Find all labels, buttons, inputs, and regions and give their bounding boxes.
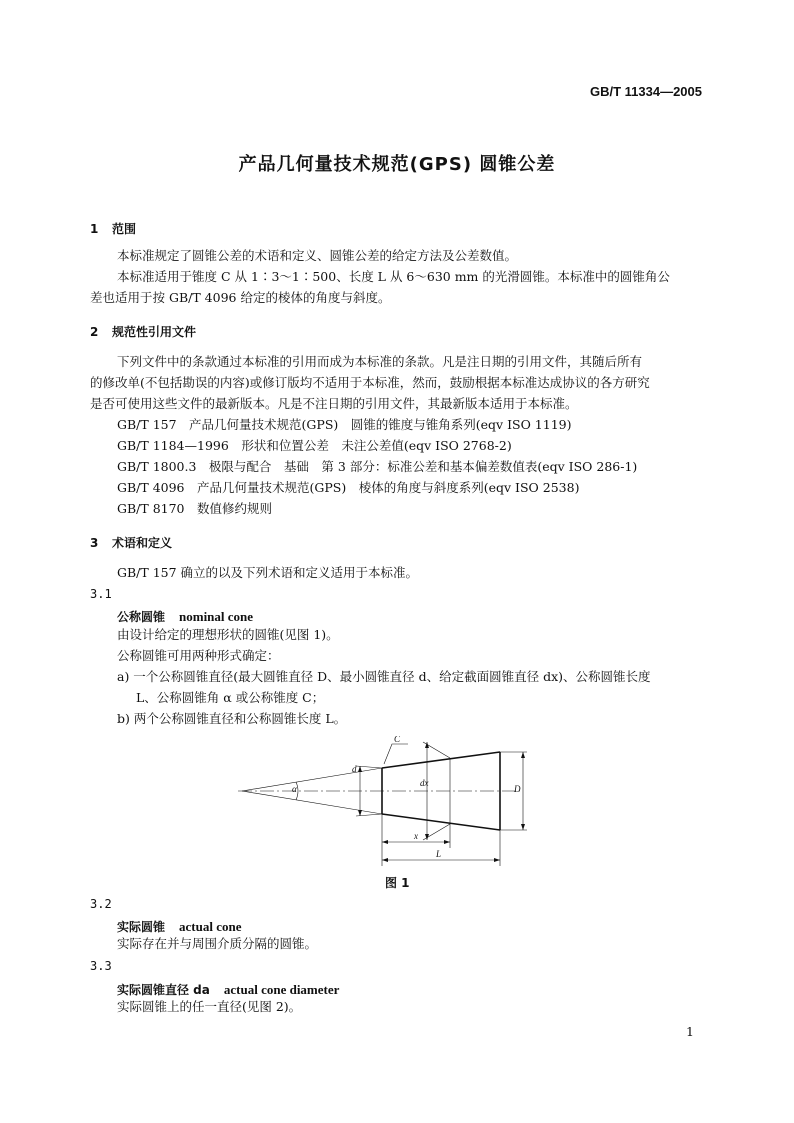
section-title: 术语和定义 <box>112 536 173 550</box>
cone-bottom-edge <box>382 814 500 830</box>
paragraph: 差也适用于按 GB/T 4096 给定的棱体的角度与斜度。 <box>90 290 391 305</box>
definition: 实际圆锥上的任一直径(见图 2)。 <box>117 999 302 1014</box>
section-title: 规范性引用文件 <box>112 325 197 339</box>
clause-number: 3.3 <box>90 959 112 973</box>
section-title: 范围 <box>112 222 137 236</box>
paragraph: GB/T 157 确立的以及下列术语和定义适用于本标准。 <box>117 565 419 580</box>
paragraph: 是否可使用这些文件的最新版本。凡是不注日期的引用文件，其最新版本适用于本标准。 <box>90 396 578 411</box>
section-number: 3 <box>90 536 99 550</box>
section-1-heading <box>90 220 136 237</box>
taper-leader <box>384 744 408 764</box>
section-2-heading <box>90 323 196 340</box>
label-d: d <box>352 764 357 774</box>
paragraph: 本标准适用于锥度 C 从 1∶3～1∶500、长度 L 从 6～630 mm 的光滑圆锥。本标准中的圆锥角公 <box>117 269 670 284</box>
reference-item: GB/T 8170 数值修约规则 <box>117 501 273 516</box>
reference-item: GB/T 157 产品几何量技术规范(GPS) 圆锥的锥度与锥角系列(eqv ISO 1119) <box>117 417 572 432</box>
list-item-b: b) 两个公称圆锥直径和公称圆锥长度 L。 <box>117 711 347 726</box>
figure-1-cone-diagram <box>220 736 550 870</box>
reference-item: GB/T 4096 产品几何量技术规范(GPS) 棱体的角度与斜度系列(eqv ISO 2538) <box>117 480 580 495</box>
definition: 实际存在并与周围介质分隔的圆锥。 <box>117 936 318 951</box>
term-en: actual cone <box>179 919 242 934</box>
label-alpha: α <box>292 784 297 794</box>
figure-1-caption: 图 1 <box>385 876 410 890</box>
page-number: 1 <box>686 1024 694 1039</box>
term-en: actual cone diameter <box>223 982 340 997</box>
term-zh: 公称圆锥 <box>117 610 166 624</box>
paragraph: 下列文件中的条款通过本标准的引用而成为本标准的条款。凡是注日期的引用文件，其随后所有 <box>117 354 643 369</box>
term-heading <box>117 606 253 625</box>
label-x: x <box>414 831 418 841</box>
term-zh: 实际圆锥 <box>117 920 166 934</box>
label-C: C <box>394 736 401 744</box>
section-number: 1 <box>90 222 99 236</box>
definition: 由设计给定的理想形状的圆锥(见图 1)。 <box>117 627 339 642</box>
term-zh: 实际圆锥直径 da <box>117 983 210 997</box>
standard-code: GB/T 11334—2005 <box>589 84 702 99</box>
page-title: 产品几何量技术规范(GPS) 圆锥公差 <box>238 154 556 175</box>
clause-number: 3.1 <box>90 587 112 601</box>
term-heading <box>117 979 339 998</box>
label-dx: dx <box>420 778 429 788</box>
section-number: 2 <box>90 325 99 339</box>
term-heading <box>117 916 241 935</box>
label-D: D <box>514 784 521 794</box>
paragraph: 本标准规定了圆锥公差的术语和定义、圆锥公差的给定方法及公差数值。 <box>117 248 518 263</box>
label-L: L <box>436 849 442 859</box>
paragraph: 公称圆锥可用两种形式确定： <box>117 648 280 663</box>
term-en: nominal cone <box>179 609 254 624</box>
list-item-a-cont: L、公称圆锥角 α 或公称锥度 C； <box>136 690 325 705</box>
paragraph: 的修改单(不包括勘误的内容)或修订版均不适用于本标准，然而，鼓励根据本标准达成协议的各方研究 <box>90 375 650 390</box>
reference-item: GB/T 1800.3 极限与配合 基础 第 3 部分：标准公差和基本偏差数值表(eqv ISO 286-1) <box>117 459 638 474</box>
clause-number: 3.2 <box>90 897 112 911</box>
reference-item: GB/T 1184—1996 形状和位置公差 未注公差值(eqv ISO 2768-2) <box>117 438 512 453</box>
list-item-a: a) 一个公称圆锥直径(最大圆锥直径 D、最小圆锥直径 d、给定截面圆锥直径 dx)、公称圆锥长度 <box>117 669 651 684</box>
cone-top-edge <box>382 752 500 768</box>
section-3-heading <box>90 534 172 551</box>
